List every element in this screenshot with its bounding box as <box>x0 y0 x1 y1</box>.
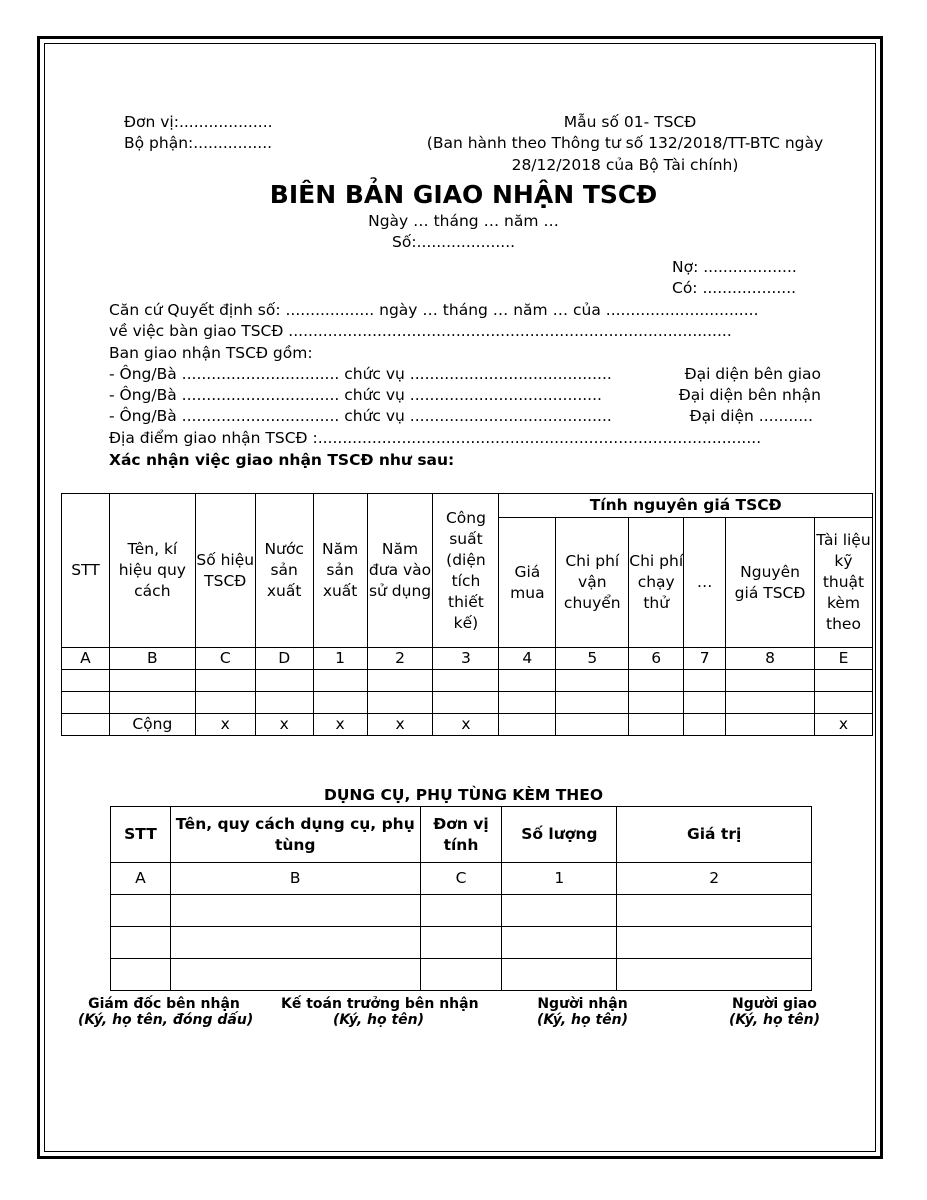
signature-note: (Ký, họ tên) <box>728 1012 821 1028</box>
table-cell: 7 <box>684 648 726 670</box>
signature-role: Kế toán trưởng bên nhận <box>281 996 479 1012</box>
col-cong-suat: Công suất (diện tích thiết kế) <box>433 494 499 648</box>
signature-role: Giám đốc bên nhận <box>88 996 240 1012</box>
don-vi: Đơn vị:................... <box>124 113 273 131</box>
table-cell: x <box>313 714 367 736</box>
total-row <box>62 714 873 736</box>
col-group-nguyen-gia: Tính nguyên giá TSCĐ <box>499 494 873 518</box>
signature-note: (Ký, họ tên, đóng dấu) <box>78 1012 254 1028</box>
table-cell <box>684 714 726 736</box>
tools-table <box>110 806 812 991</box>
signature-nguoi-giao <box>712 996 837 1028</box>
table-row <box>111 895 812 927</box>
col-gia-tri: Giá trị <box>617 807 812 863</box>
col-tai-lieu: Tài liệu kỹ thuật kèm theo <box>814 518 872 648</box>
table-cell <box>556 714 629 736</box>
signature-note: (Ký, họ tên) <box>332 1012 425 1028</box>
table-cell: 3 <box>433 648 499 670</box>
table-cell: 6 <box>629 648 684 670</box>
table-cell <box>726 714 815 736</box>
signature-role: Người giao <box>732 996 817 1012</box>
asset-table <box>61 493 873 736</box>
col-so-luong: Số lượng <box>502 807 617 863</box>
col-ten-quy-cach: Tên, quy cách dụng cụ, phụ tùng <box>170 807 420 863</box>
col-stt: STT <box>62 494 110 648</box>
table-cell: x <box>814 714 872 736</box>
col-cp-chay-thu: Chi phí chạy thử <box>629 518 684 648</box>
member-name-position: - Ông/Bà ................................ chức vụ ......................................... <box>109 365 612 383</box>
col-don-vi: Đơn vị tính <box>420 807 502 863</box>
col-nam-dua: Năm đưa vào sử dụng <box>367 494 433 648</box>
no-line: Nợ: ................... <box>672 258 797 276</box>
col-nam-sx: Năm sản xuất <box>313 494 367 648</box>
table-row <box>62 692 873 714</box>
xac-nhan-heading: Xác nhận việc giao nhận TSCĐ như sau: <box>109 451 455 469</box>
col-cp-van-chuyen: Chi phí vận chuyển <box>556 518 629 648</box>
mau-so: Mẫu số 01- TSCĐ <box>563 113 697 131</box>
tools-table-title: DỤNG CỤ, PHỤ TÙNG KÈM THEO <box>323 786 604 804</box>
table-cell: 5 <box>556 648 629 670</box>
member-name-position: - Ông/Bà ................................ chức vụ ......................................... <box>109 407 612 425</box>
member-row <box>109 365 821 383</box>
total-label: Cộng <box>109 714 195 736</box>
ban-hanh-line-2: 28/12/2018 của Bộ Tài chính) <box>511 156 739 174</box>
table-cell: B <box>170 863 420 895</box>
table-cell: 8 <box>726 648 815 670</box>
col-gia-mua: Giá mua <box>499 518 556 648</box>
table-cell: x <box>255 714 313 736</box>
table-cell <box>62 714 110 736</box>
col-nguyen-gia: Nguyên giá TSCĐ <box>726 518 815 648</box>
table-cell: 2 <box>367 648 433 670</box>
table-cell: 4 <box>499 648 556 670</box>
table-cell: A <box>62 648 110 670</box>
col-so-hieu: Số hiệu TSCĐ <box>195 494 255 648</box>
col-stt: STT <box>111 807 171 863</box>
table-row <box>111 959 812 991</box>
member-name-position: - Ông/Bà ................................ chức vụ ....................................... <box>109 386 602 404</box>
bo-phan: Bộ phận:................ <box>124 134 273 152</box>
table-cell: 1 <box>502 863 617 895</box>
signature-role: Người nhận <box>537 996 628 1012</box>
table-cell: 2 <box>617 863 812 895</box>
table-cell: x <box>367 714 433 736</box>
table-cell: C <box>420 863 502 895</box>
table-cell: 1 <box>313 648 367 670</box>
member-row <box>109 407 821 425</box>
can-cu-line: Căn cứ Quyết định số: .................. ngày … tháng … năm … của ............................... <box>109 301 759 319</box>
col-ellipsis: … <box>684 518 726 648</box>
col-nuoc: Nước sản xuất <box>255 494 313 648</box>
signature-note: (Ký, họ tên) <box>536 1012 629 1028</box>
table-cell: B <box>109 648 195 670</box>
code-row <box>111 863 812 895</box>
page-title: BIÊN BẢN GIAO NHẬN TSCĐ <box>269 180 658 209</box>
date-line: Ngày … tháng … năm … <box>368 212 559 230</box>
table-cell <box>499 714 556 736</box>
table-row <box>111 927 812 959</box>
col-ten: Tên, kí hiệu quy cách <box>109 494 195 648</box>
table-cell: D <box>255 648 313 670</box>
member-role: Đại diện bên nhận <box>678 386 821 404</box>
signature-nguoi-nhan <box>520 996 645 1028</box>
table-cell <box>629 714 684 736</box>
ban-hanh-line-1: (Ban hành theo Thông tư số 132/2018/TT-BTC ngày <box>426 134 824 152</box>
ban-giao-line: Ban giao nhận TSCĐ gồm: <box>109 344 313 362</box>
table-cell: x <box>195 714 255 736</box>
signature-ke-toan <box>281 996 479 1028</box>
table-cell: x <box>433 714 499 736</box>
code-row <box>62 648 873 670</box>
member-row <box>109 386 821 404</box>
member-role: Đại diện bên giao <box>684 365 821 383</box>
dia-diem-line: Địa điểm giao nhận TSCĐ :.......................................................................................... <box>109 429 762 447</box>
signature-giam-doc <box>78 996 254 1028</box>
co-line: Có: ................... <box>672 279 797 297</box>
member-role: Đại diện ........... <box>689 407 813 425</box>
table-row <box>62 670 873 692</box>
ve-viec-line: về việc bàn giao TSCĐ .......................................................................................... <box>109 322 732 340</box>
so-line: Số:.................... <box>392 233 516 251</box>
table-cell: E <box>814 648 872 670</box>
table-cell: A <box>111 863 171 895</box>
table-cell: C <box>195 648 255 670</box>
